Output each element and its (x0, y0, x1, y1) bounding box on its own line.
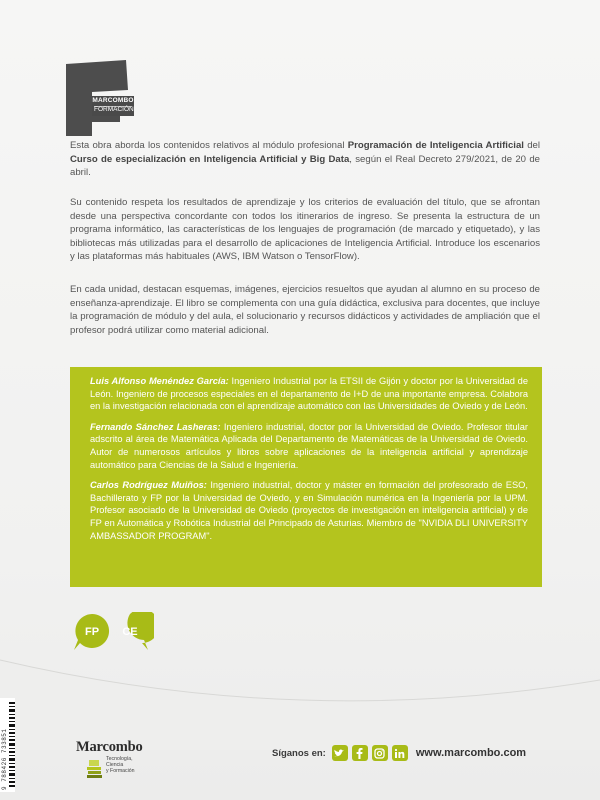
tagline-line: y Formación (106, 767, 135, 774)
intro-paragraph-2: Su contenido respeta los resultados de aprendizaje y los criterios de evaluación del título, que se afrontan desde una perspectiva concordante con todos los itinerarios de ingreso. Se presenta la estructura de un programa informático, las características de los lenguajes de programación (de marcado y etiquetado), y las bibliotecas más utilizadas para el desarrollo de aplicaciones de Inteligencia Artificial. Introduce los escenarios y las plataformas más habituales (AWS, IBM Watson o TensorFlow). (70, 197, 540, 262)
instagram-icon[interactable] (372, 745, 388, 761)
intro-text: del (523, 140, 540, 151)
author-bio (90, 375, 528, 413)
logo-line: FORMACIÓN (94, 106, 132, 117)
marcombo-publisher-logo (68, 735, 168, 785)
author-name: Fernando Sánchez Lasheras: (90, 421, 221, 432)
follow-label: Síganos en: (272, 747, 326, 759)
website-link[interactable]: www.marcombo.com (415, 747, 527, 759)
author-name: Carlos Rodríguez Muiños: (90, 480, 207, 491)
social-footer (272, 742, 542, 764)
author-bio (90, 421, 528, 471)
marcombo-formacion-logo (62, 60, 134, 136)
facebook-icon[interactable] (352, 745, 368, 761)
footer-divider-curve (0, 640, 600, 750)
books-icon (86, 757, 104, 779)
intro-text: , según el Real Decreto 279/2021, de 20 de abril. (70, 153, 540, 178)
author-name: Luis Alfonso Menéndez García: (90, 376, 229, 386)
logo-label (92, 96, 134, 116)
author-bio (90, 479, 528, 542)
ce-badge-text: CE (122, 626, 138, 638)
barcode-bars (9, 702, 15, 788)
barcode-number: 9 788426 733851 (1, 728, 8, 790)
course-name: Curso de especialización en Inteligencia Artificial y Big Data (70, 153, 350, 165)
module-name: Programación de Inteligencia Artificial (347, 140, 524, 151)
tagline-line: Ciencia (106, 761, 124, 768)
authors-box (70, 367, 542, 587)
publisher-name: Marcombo (76, 739, 143, 755)
author-description: Ingeniero industrial, doctor por la Universidad de Oviedo. Profesor titular adscrito al área de Matemática Aplicada del Departamento de Matemáticas de la Universidad de Oviedo. Autor de numerosos artículos y libros sobre aplicaciones de la inteligencia artificial y aprendizaje automático para Ciencias de la Salud e Ingeniería. (90, 421, 528, 470)
author-description: Ingeniero Industrial por la ETSII de Gijón y doctor por la Universidad de León. Ingeniero de procesos especiales en el departamento de I+D de una importante empresa. Colabora en la investigación relacionada con el aprendizaje automático con las Universidades de Oviedo y de León. (90, 376, 528, 412)
publisher-tagline (106, 757, 166, 774)
fp-badge-text: FP (84, 626, 100, 638)
logo-brand: MARCOMBO (92, 97, 134, 104)
linkedin-icon[interactable] (392, 745, 408, 761)
intro-text: Esta obra aborda los contenidos relativos al módulo profesional (70, 140, 348, 151)
intro-paragraph-3: En cada unidad, destacan esquemas, imágenes, ejercicios resueltos que ayudan al alumno en su proceso de enseñanza-aprendizaje. El libro se complementa con una guía didáctica, exclusiva para docentes, que incluye la programación de módulo y del aula, el solucionario y recursos didácticos y actividades de ampliación que el profesor podrá utilizar como material adicional. (70, 284, 540, 336)
intro-paragraph-1 (70, 139, 540, 180)
author-description: Ingeniero industrial, doctor y máster en formación del profesorado de ESO, Bachillerato y FP por la Universidad de Oviedo, y en Simulación numérica en la Ingeniería por la UPM. Profesor asociado de la Universidad de Oviedo (proyectos de investigación en inteligencia artificial) y de FP en Automática y Robótica Industrial del Principado de Asturias. Miembro de "NVIDIA DLI UNIVERSITY AMBASSADOR PROGRAM". (90, 480, 528, 541)
tagline-line: Tecnología, (106, 756, 133, 762)
twitter-icon[interactable] (332, 745, 348, 761)
